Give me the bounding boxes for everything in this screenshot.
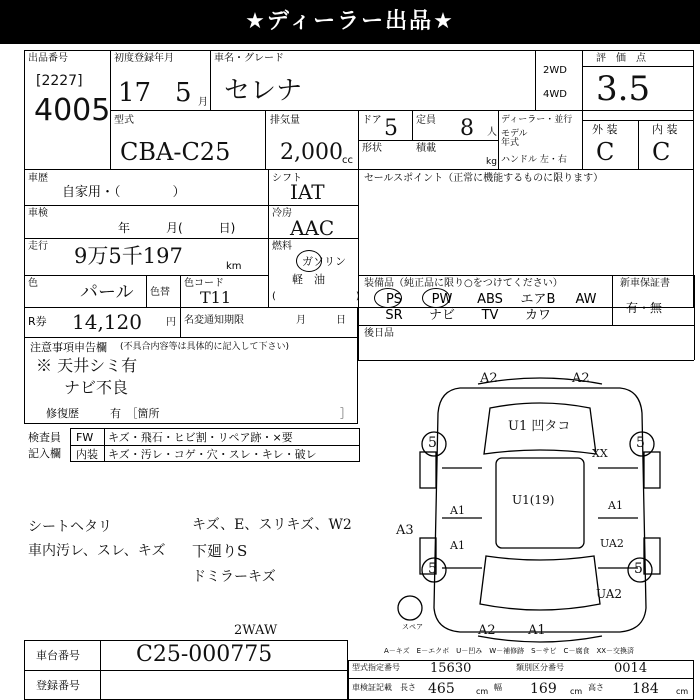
capacity-label: 定員 bbox=[416, 115, 436, 126]
mark-top-right: A2 bbox=[572, 371, 590, 386]
divider bbox=[348, 678, 694, 679]
mark-bottom-left: A2 bbox=[478, 623, 496, 638]
tire-rr: 5 bbox=[634, 561, 643, 577]
class-number-value: 0014 bbox=[614, 661, 648, 676]
mark-roof: U1 凹タコ bbox=[508, 419, 571, 434]
reg-year: 17 bbox=[118, 78, 152, 108]
fw-label: FW bbox=[76, 431, 94, 444]
divider bbox=[612, 275, 613, 325]
tire-fr: 5 bbox=[636, 435, 645, 451]
type-designation-label: 型式指定番号 bbox=[352, 663, 400, 672]
history-label: 車歴 bbox=[28, 173, 48, 184]
note-line-1: ※ 天井シミ有 bbox=[36, 356, 138, 375]
divider bbox=[24, 205, 358, 206]
load-label: 積載 bbox=[416, 143, 436, 154]
remark-mirror: ドミラーキズ bbox=[192, 569, 276, 585]
dims-label: 車検証記載 bbox=[352, 683, 392, 692]
width-value: 169 bbox=[530, 681, 557, 697]
car-name-value: セレナ bbox=[224, 76, 303, 106]
warranty-yes-no: 有・無 bbox=[626, 301, 663, 315]
fuel-paren: ( ) bbox=[272, 291, 360, 302]
interior-grade: C bbox=[652, 138, 671, 166]
divider bbox=[180, 275, 181, 308]
remark-interior: 車内汚レ、スレ、キズ bbox=[28, 543, 166, 559]
notes-label: 注意事項申告欄 bbox=[30, 341, 107, 354]
divider bbox=[358, 140, 498, 141]
mileage-label: 走行 bbox=[28, 241, 48, 252]
equipment-item: PW bbox=[431, 292, 453, 307]
dealer-label: ディーラー・並行 bbox=[501, 115, 573, 125]
lot-number-value: 4005 bbox=[34, 93, 111, 128]
tire-rl: 5 bbox=[428, 561, 437, 577]
car-name-label: 車名・グレード bbox=[214, 53, 284, 64]
repair-history-label: 修復歴 bbox=[46, 407, 79, 420]
mark-roof-center: U1(19) bbox=[512, 493, 555, 507]
divider bbox=[694, 275, 695, 360]
spare-label: スペア bbox=[402, 623, 423, 631]
equipment-item: ナビ bbox=[428, 308, 455, 323]
aircon-label: 冷房 bbox=[272, 208, 292, 219]
color-change-label: 色替 bbox=[150, 287, 170, 298]
remark-scratch: キズ、E、スリキズ、W2 bbox=[192, 517, 352, 533]
damage-legend: A－キズ E－エクボ U－凹み W－補修跡 S－サビ C－腐食 XX－交換済 bbox=[384, 647, 635, 655]
class-number-label: 類別区分番号 bbox=[516, 663, 564, 672]
color-label: 色 bbox=[28, 278, 38, 289]
chassis-number-value: C25-000775 bbox=[136, 642, 273, 667]
color-code-value: T11 bbox=[200, 288, 232, 307]
model-year-label: モデル 年式 bbox=[501, 129, 528, 148]
kg-label: kg bbox=[486, 157, 497, 167]
divider bbox=[358, 360, 694, 361]
vehicle-damage-diagram bbox=[390, 368, 690, 648]
repair-close-bracket: ］ bbox=[340, 407, 351, 420]
inspector-label: 検査員 bbox=[28, 431, 61, 444]
score-value: 3.5 bbox=[596, 69, 651, 109]
length-label: 長さ bbox=[400, 683, 416, 692]
model-code-value: CBA-C25 bbox=[120, 138, 231, 166]
lot-number-label: 出品番号 bbox=[28, 53, 68, 64]
lot-sub-number: [2227] bbox=[36, 73, 83, 89]
width-unit: cm bbox=[570, 687, 583, 696]
mark-rear-right: UA2 bbox=[596, 587, 623, 601]
note-line-2: ナビ不良 bbox=[64, 378, 129, 397]
color-value: パール bbox=[80, 282, 134, 303]
divider bbox=[110, 110, 694, 111]
model-label: 型式 bbox=[114, 115, 134, 126]
remark-seat: シートヘタリ bbox=[28, 519, 112, 535]
exterior-grade: C bbox=[596, 138, 615, 166]
mark-right-marker: XX bbox=[592, 447, 608, 460]
divider bbox=[180, 308, 181, 338]
private-use-label: 自家用・（ ） bbox=[62, 185, 186, 200]
equipment-item: エアB bbox=[520, 292, 556, 307]
divider bbox=[498, 110, 499, 170]
displacement-label: 排気量 bbox=[270, 115, 300, 126]
mark-left-upper: A1 bbox=[450, 504, 465, 517]
equipment-item: ABS bbox=[477, 292, 503, 307]
remark-underbody: 下廻りS bbox=[192, 542, 248, 560]
divider bbox=[358, 170, 359, 360]
later-date-label: 後日品 bbox=[364, 328, 394, 339]
divider bbox=[146, 275, 147, 308]
interior-label: 内 装 bbox=[652, 123, 678, 136]
divider bbox=[210, 50, 211, 110]
inspection-date: 年 月( 日) bbox=[118, 221, 236, 235]
width-label: 幅 bbox=[494, 683, 502, 692]
capacity-value: 8 bbox=[460, 116, 474, 141]
light-oil-label: 軽 油 bbox=[292, 273, 325, 286]
equipment-item: カワ bbox=[524, 308, 551, 323]
doors-label: ドア bbox=[362, 115, 382, 126]
color-code-label: 色コード bbox=[184, 278, 224, 289]
chassis-note: 2WAW bbox=[234, 623, 278, 638]
divider bbox=[358, 325, 694, 326]
divider bbox=[358, 275, 694, 276]
handle-label: ハンドル 左・右 bbox=[501, 155, 567, 165]
displacement-value: 2,000 bbox=[280, 140, 343, 165]
transfer-deadline-label: 名変通知期限 bbox=[184, 315, 244, 326]
mark-bottom-right: A1 bbox=[528, 623, 546, 638]
sales-points-label: セールスポイント（正常に機能するものに限ります） bbox=[364, 173, 604, 184]
tire-fl: 5 bbox=[428, 435, 437, 451]
aircon-value: AAC bbox=[290, 216, 335, 240]
mark-rear-left-door: A3 bbox=[396, 523, 414, 538]
shift-value: IAT bbox=[290, 180, 325, 204]
new-warranty-label: 新車保証書 bbox=[620, 278, 670, 289]
equipment-item: PS bbox=[385, 292, 403, 307]
gasoline-label: ガソリン bbox=[302, 255, 346, 268]
divider bbox=[638, 120, 639, 170]
mark-left-lower: A1 bbox=[450, 539, 465, 552]
divider bbox=[24, 670, 348, 671]
divider bbox=[268, 170, 269, 308]
displacement-unit: cc bbox=[342, 155, 353, 166]
mark-right-lower: UA2 bbox=[600, 537, 624, 550]
inspection-label: 車検 bbox=[28, 208, 48, 219]
divider bbox=[412, 110, 413, 140]
divider bbox=[100, 640, 101, 700]
first-registration-label: 初度登録年月 bbox=[114, 53, 174, 64]
divider bbox=[70, 445, 360, 446]
mark-right-upper: A1 bbox=[608, 499, 623, 512]
length-value: 465 bbox=[428, 681, 455, 697]
r-ticket-value: 14,120 bbox=[72, 310, 142, 334]
repair-yes-label: 有 ［箇所 bbox=[110, 407, 160, 420]
check-row-1: キズ・飛石・ヒビ割・リペア跡・×要 bbox=[108, 431, 293, 444]
divider bbox=[265, 110, 266, 170]
mileage-value: 9万5千197 bbox=[74, 244, 183, 268]
length-unit: cm bbox=[476, 687, 489, 696]
four-wd-label: 4WD bbox=[543, 89, 567, 100]
month-day-label: 月 日 bbox=[296, 315, 346, 326]
equipment-item: TV bbox=[481, 308, 499, 323]
reg-month: 5 bbox=[175, 78, 192, 108]
record-label: 記入欄 bbox=[28, 447, 61, 460]
divider bbox=[104, 428, 105, 462]
dealer-banner: ★ディーラー出品★ bbox=[0, 0, 700, 44]
pw-circle bbox=[422, 288, 450, 308]
divider bbox=[535, 50, 536, 110]
check-row-2: キズ・汚レ・コゲ・穴・スレ・キレ・破レ bbox=[108, 448, 317, 461]
exterior-label: 外 装 bbox=[592, 123, 618, 136]
person-unit: 人 bbox=[487, 127, 497, 138]
fuel-label: 燃料 bbox=[272, 241, 292, 252]
chassis-number-label: 車台番号 bbox=[36, 649, 80, 662]
notes-sub-label: (不具合内容等は具体的に記入して下さい) bbox=[120, 342, 290, 352]
height-unit: cm bbox=[676, 687, 689, 696]
divider bbox=[582, 66, 694, 67]
r-ticket-label: R券 bbox=[28, 315, 47, 328]
gasoline-circle bbox=[296, 250, 322, 272]
equipment-item: AW bbox=[575, 292, 597, 307]
reg-month-unit: 月 bbox=[198, 97, 208, 108]
type-designation-value: 15630 bbox=[430, 661, 472, 676]
shape-label: 形状 bbox=[362, 143, 382, 154]
ps-circle bbox=[374, 288, 402, 308]
height-value: 184 bbox=[632, 681, 659, 697]
two-wd-label: 2WD bbox=[543, 65, 567, 76]
km-unit: km bbox=[226, 261, 242, 272]
height-label: 高さ bbox=[588, 683, 604, 692]
mark-top-left: A2 bbox=[480, 371, 498, 386]
doors-value: 5 bbox=[384, 116, 398, 141]
equipment-item: SR bbox=[385, 308, 403, 323]
score-label: 評 価 点 bbox=[596, 53, 646, 64]
divider bbox=[24, 238, 358, 239]
equipment-label: 装備品（純正品に限り○をつけてください） bbox=[364, 278, 563, 289]
yen-unit: 円 bbox=[166, 317, 176, 328]
registration-number-label: 登録番号 bbox=[36, 679, 80, 692]
shift-label: シフト bbox=[272, 173, 302, 184]
naisou-label: 内装 bbox=[76, 448, 98, 461]
